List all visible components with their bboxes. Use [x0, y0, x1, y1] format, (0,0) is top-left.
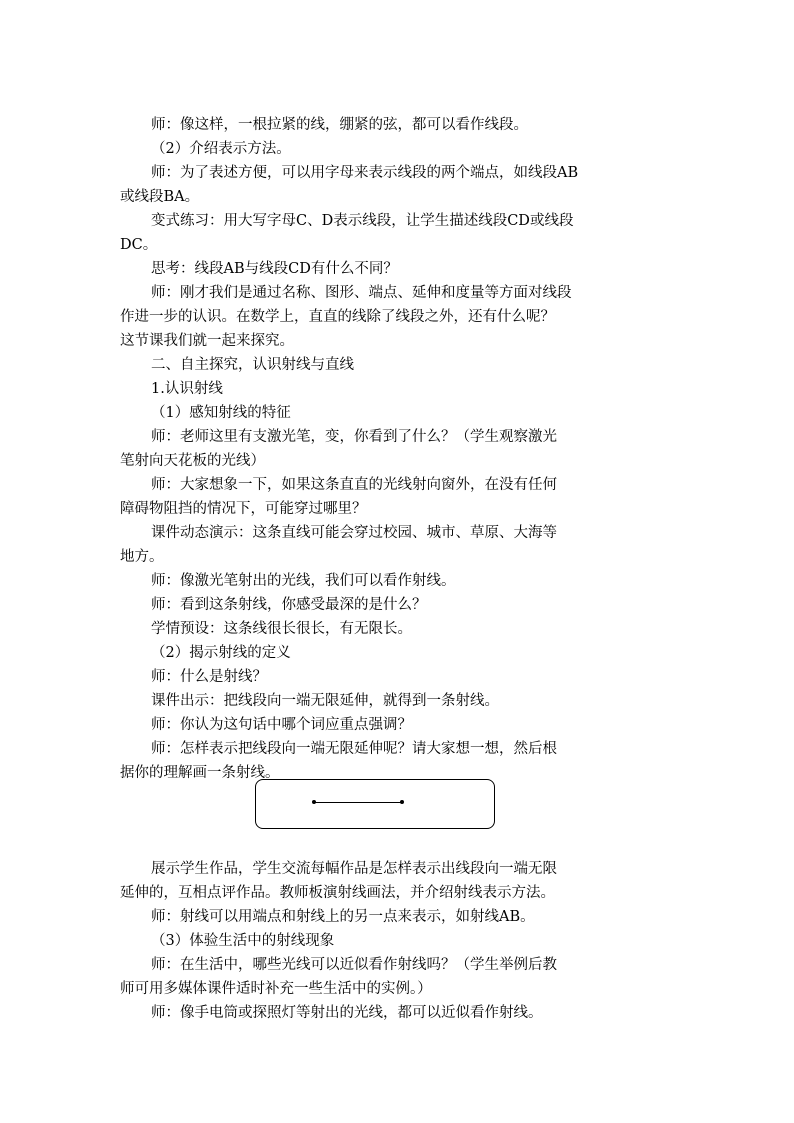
text-line: 师：老师这里有支激光笔，变，你看到了什么？（学生观察激光	[151, 428, 557, 445]
text-line: 师：像这样，一根拉紧的线，绷紧的弦，都可以看作线段。	[151, 116, 528, 133]
text-line: 课件出示：把线段向一端无限延伸，就得到一条射线。	[151, 692, 499, 709]
text-line: 学情预设：这条线很长很长，有无限长。	[151, 620, 412, 637]
text-line: 展示学生作品，学生交流每幅作品是怎样表示出线段向一端无限	[151, 860, 557, 877]
segment-endpoint-left	[312, 800, 316, 804]
text-line: 据你的理解画一条射线。	[120, 764, 280, 781]
text-line: 师：在生活中，哪些光线可以近似看作射线吗？（学生举例后教	[151, 956, 557, 973]
text-line: 师：你认为这句话中哪个词应重点强调？	[151, 716, 412, 733]
text-line: 师：像激光笔射出的光线，我们可以看作射线。	[151, 572, 456, 589]
line-segment-figure	[255, 779, 495, 829]
text-line: 课件动态演示：这条直线可能会穿过校园、城市、草原、大海等	[151, 524, 557, 541]
text-line: 地方。	[120, 548, 164, 565]
section-heading: 二、自主探究，认识射线与直线	[151, 356, 354, 373]
text-line: 作进一步的认识。在数学上，直直的线除了线段之外，还有什么呢？	[120, 308, 555, 325]
segment-endpoint-right	[400, 800, 404, 804]
text-line: 师可用多媒体课件适时补充一些生活中的实例。）	[120, 980, 432, 997]
text-line: 或线段BA。	[120, 188, 200, 205]
text-line: 思考：线段AB与线段CD有什么不同？	[151, 260, 398, 277]
text-line: 师：为了表述方便，可以用字母来表示线段的两个端点，如线段AB	[151, 164, 579, 181]
subsection-heading: （2）揭示射线的定义	[151, 644, 291, 661]
text-line: （2）介绍表示方法。	[151, 140, 291, 157]
text-line: 师：刚才我们是通过名称、图形、端点、延伸和度量等方面对线段	[151, 284, 572, 301]
text-line: 笔射向天花板的光线）	[120, 452, 265, 469]
text-line: 变式练习：用大写字母C、D表示线段，让学生描述线段CD或线段	[151, 212, 574, 229]
text-line: 师：大家想象一下，如果这条直直的光线射向窗外，在没有任何	[151, 476, 557, 493]
line-segment	[314, 802, 402, 803]
text-line: 这节课我们就一起来探究。	[120, 332, 294, 349]
text-line: 师：看到这条射线，你感受最深的是什么？	[151, 596, 427, 613]
subsection-heading: （3）体验生活中的射线现象	[151, 932, 335, 949]
text-line: 师：射线可以用端点和射线上的另一点来表示，如射线AB。	[151, 908, 535, 925]
subsection-heading: 1.认识射线	[151, 380, 223, 397]
text-line: 师：怎样表示把线段向一端无限延伸呢？请大家想一想，然后根	[151, 740, 557, 757]
subsection-heading: （1）感知射线的特征	[151, 404, 291, 421]
text-line: DC。	[120, 236, 158, 253]
text-line: 障碍物阻挡的情况下，可能穿过哪里？	[120, 500, 367, 517]
text-line: 延伸的，互相点评作品。教师板演射线画法，并介绍射线表示方法。	[120, 884, 555, 901]
text-line: 师：什么是射线？	[151, 668, 267, 685]
text-line: 师：像手电筒或探照灯等射出的光线，都可以近似看作射线。	[151, 1004, 543, 1021]
